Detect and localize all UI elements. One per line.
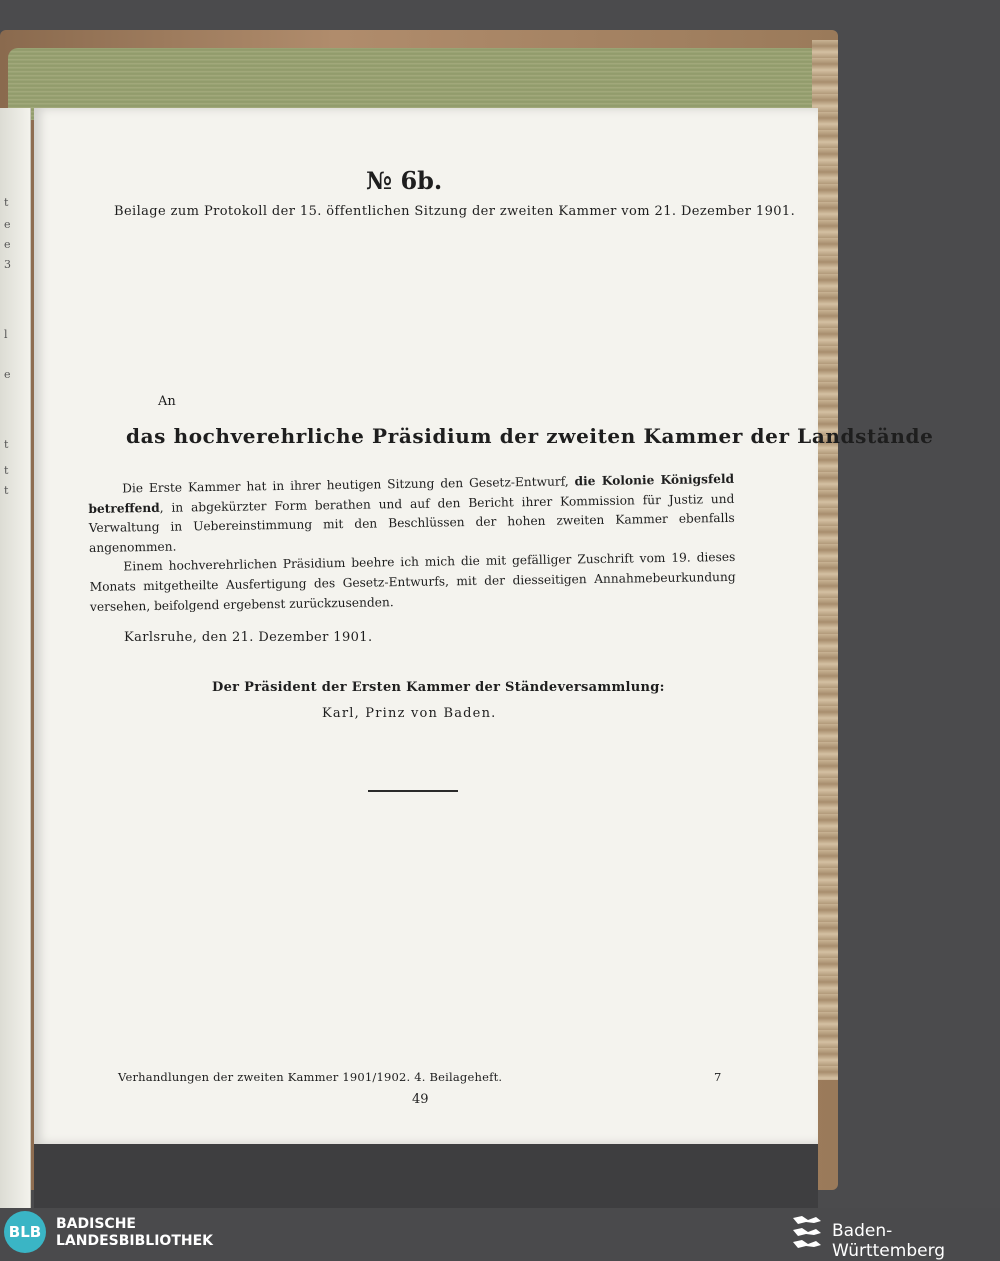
paragraph-2: Einem hochverehrlichen Präsidium beehre ich mich die mit gefälliger Zuschrift vom 19. dieses Monats mitgetheilte Ausfertigung des Gesetz-Entwurfs, mit der diesseitigen Annahmebeurkundung versehen, beifolgend ergebenst zurückzusenden. <box>89 550 736 614</box>
left-page-fragment: e <box>4 218 11 231</box>
page-bottom-shadow <box>34 1144 818 1208</box>
document-subtitle: Beilage zum Protokoll der 15. öffentlichen Sitzung der zweiten Kammer vom 21. Dezember 1901. <box>114 204 796 219</box>
paragraph-1-end: , in abgekürzter Form berathen und auf den Bericht ihrer Kommission für Justiz und Verwaltung in Uebereinstimmung mit den Beschlüssen der hohen zweiten Kammer ebenfalls angenommen. <box>88 491 735 555</box>
letter-body <box>88 470 736 617</box>
signature-title: Der Präsident der Ersten Kammer der Ständeversammlung: <box>212 680 665 695</box>
page-number: 49 <box>412 1092 429 1107</box>
recipient-heading: das hochverehrliche Präsidium der zweiten Kammer der Landstände <box>126 424 934 448</box>
footer-bar <box>0 1208 1000 1261</box>
sheet-number: 7 <box>714 1070 722 1084</box>
left-page-fragment: 3 <box>4 258 11 271</box>
left-page-fragment: t <box>4 464 9 477</box>
left-page-edge <box>0 108 31 1208</box>
left-page-fragment: t <box>4 438 9 451</box>
blb-name-line1: BADISCHE <box>56 1216 136 1232</box>
paragraph-1 <box>88 470 735 559</box>
left-page-fragment: e <box>4 368 11 381</box>
page-footer: Verhandlungen der zweiten Kammer 1901/1902. 4. Beilageheft. <box>118 1070 503 1084</box>
place-date: Karlsruhe, den 21. Dezember 1901. <box>124 630 373 645</box>
baden-wuerttemberg-lions-icon[interactable] <box>790 1214 824 1252</box>
salutation: An <box>158 394 176 409</box>
document-number: № 6b. <box>366 166 443 195</box>
blb-logo-icon[interactable]: BLB <box>4 1211 46 1253</box>
left-page-fragment: t <box>4 484 9 497</box>
closing-rule <box>368 790 458 792</box>
blb-name-line2: LANDESBIBLIOTHEK <box>56 1233 214 1249</box>
bill-title: die Kolonie Königsfeld betreffend <box>88 471 735 516</box>
blb-name[interactable] <box>56 1216 213 1250</box>
signature-name: Karl, Prinz von Baden. <box>322 706 497 721</box>
paragraph-1-start: Die Erste Kammer hat in ihrer heutigen Sitzung den Gesetz-Entwurf, <box>122 474 575 496</box>
left-page-fragment: l <box>4 328 8 341</box>
left-page-fragment: e <box>4 238 11 251</box>
document-page <box>34 108 934 1144</box>
left-page-fragment: t <box>4 196 9 209</box>
bw-name[interactable]: Baden-Württemberg <box>832 1221 946 1261</box>
